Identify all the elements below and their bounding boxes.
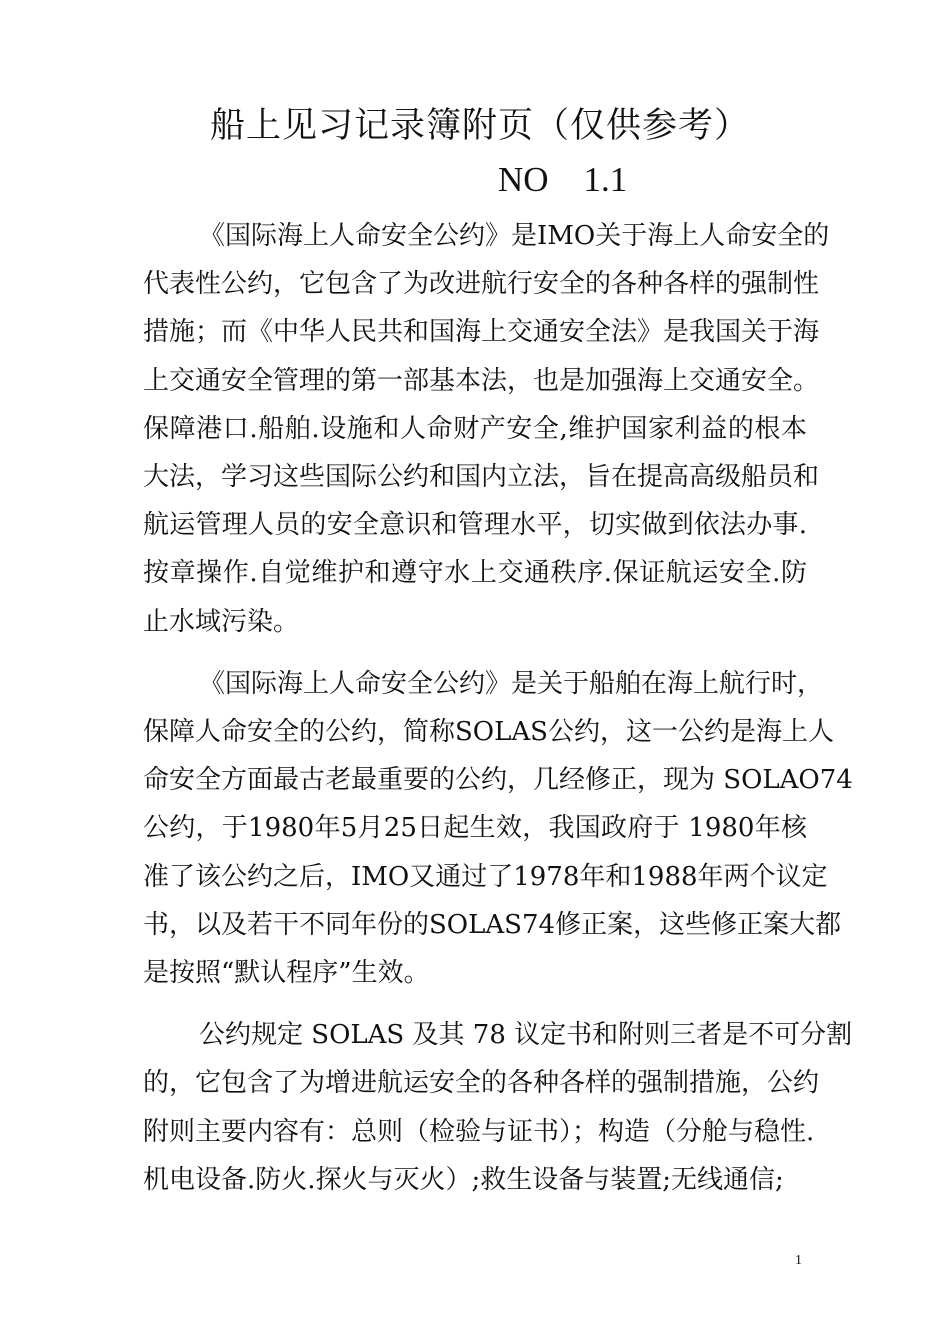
paragraph-line: 止水域污染。	[143, 606, 300, 637]
paragraph-line: 公约，于1980年5月25日起生效，我国政府于 1980年核	[143, 813, 807, 844]
page-number: 1	[795, 1253, 802, 1268]
paragraph-line: 大法，学习这些国际公约和国内立法，旨在提高高级船员和	[143, 462, 820, 492]
paragraph-line: 航运管理人员的安全意识和管理水平，切实做到依法办事.	[143, 510, 807, 541]
paragraph-line: 代表性公约，它包含了为改进航行安全的各种各样的强制性	[143, 269, 820, 300]
paragraph-line: 公约规定 SOLAS 及其 78 议定书和附则三者是不可分割	[199, 1020, 853, 1051]
paragraph-line: 《国际海上人命安全公约》是IMO关于海上人命安全的	[199, 221, 830, 251]
paragraph-line: 准了该公约之后，IMO又通过了1978年和1988年两个议定	[143, 861, 828, 892]
paragraph-line: 按章操作.自觉维护和遵守水上交通秩序.保证航运安全.防	[143, 558, 807, 589]
paragraph-line: 保障人命安全的公约，简称SOLAS公约，这一公约是海上人	[143, 717, 834, 747]
paragraph-line: 《国际海上人命安全公约》是关于船舶在海上航行时，	[199, 668, 824, 699]
record-number: NO 1.1	[498, 160, 628, 199]
paragraph-line: 上交通安全管理的第一部基本法，也是加强海上交通安全。	[143, 365, 820, 396]
paragraph-line: 的，它包含了为增进航运安全的各种各样的强制措施，公约	[143, 1068, 820, 1099]
paragraph-line: 书，以及若干不同年份的SOLAS74修正案，这些修正案大都	[143, 909, 842, 940]
paragraph-line: 措施；而《中华人民共和国海上交通安全法》是我国关于海	[143, 317, 820, 348]
paragraph-line: 是按照“默认程序”生效。	[143, 958, 430, 988]
paragraph-line: 机电设备.防火.探火与灭火）;救生设备与装置;无线通信;	[143, 1164, 784, 1195]
paragraph-line: 保障港口.船舶.设施和人命财产安全,维护国家利益的根本	[143, 413, 807, 444]
paragraph-line: 命安全方面最古老最重要的公约，几经修正，现为 SOLAO74	[143, 765, 853, 796]
paragraph-line: 附则主要内容有：总则（检验与证书）；构造（分舱与稳性.	[143, 1116, 815, 1147]
page-title: 船上见习记录簿附页（仅供参考）	[209, 106, 750, 146]
